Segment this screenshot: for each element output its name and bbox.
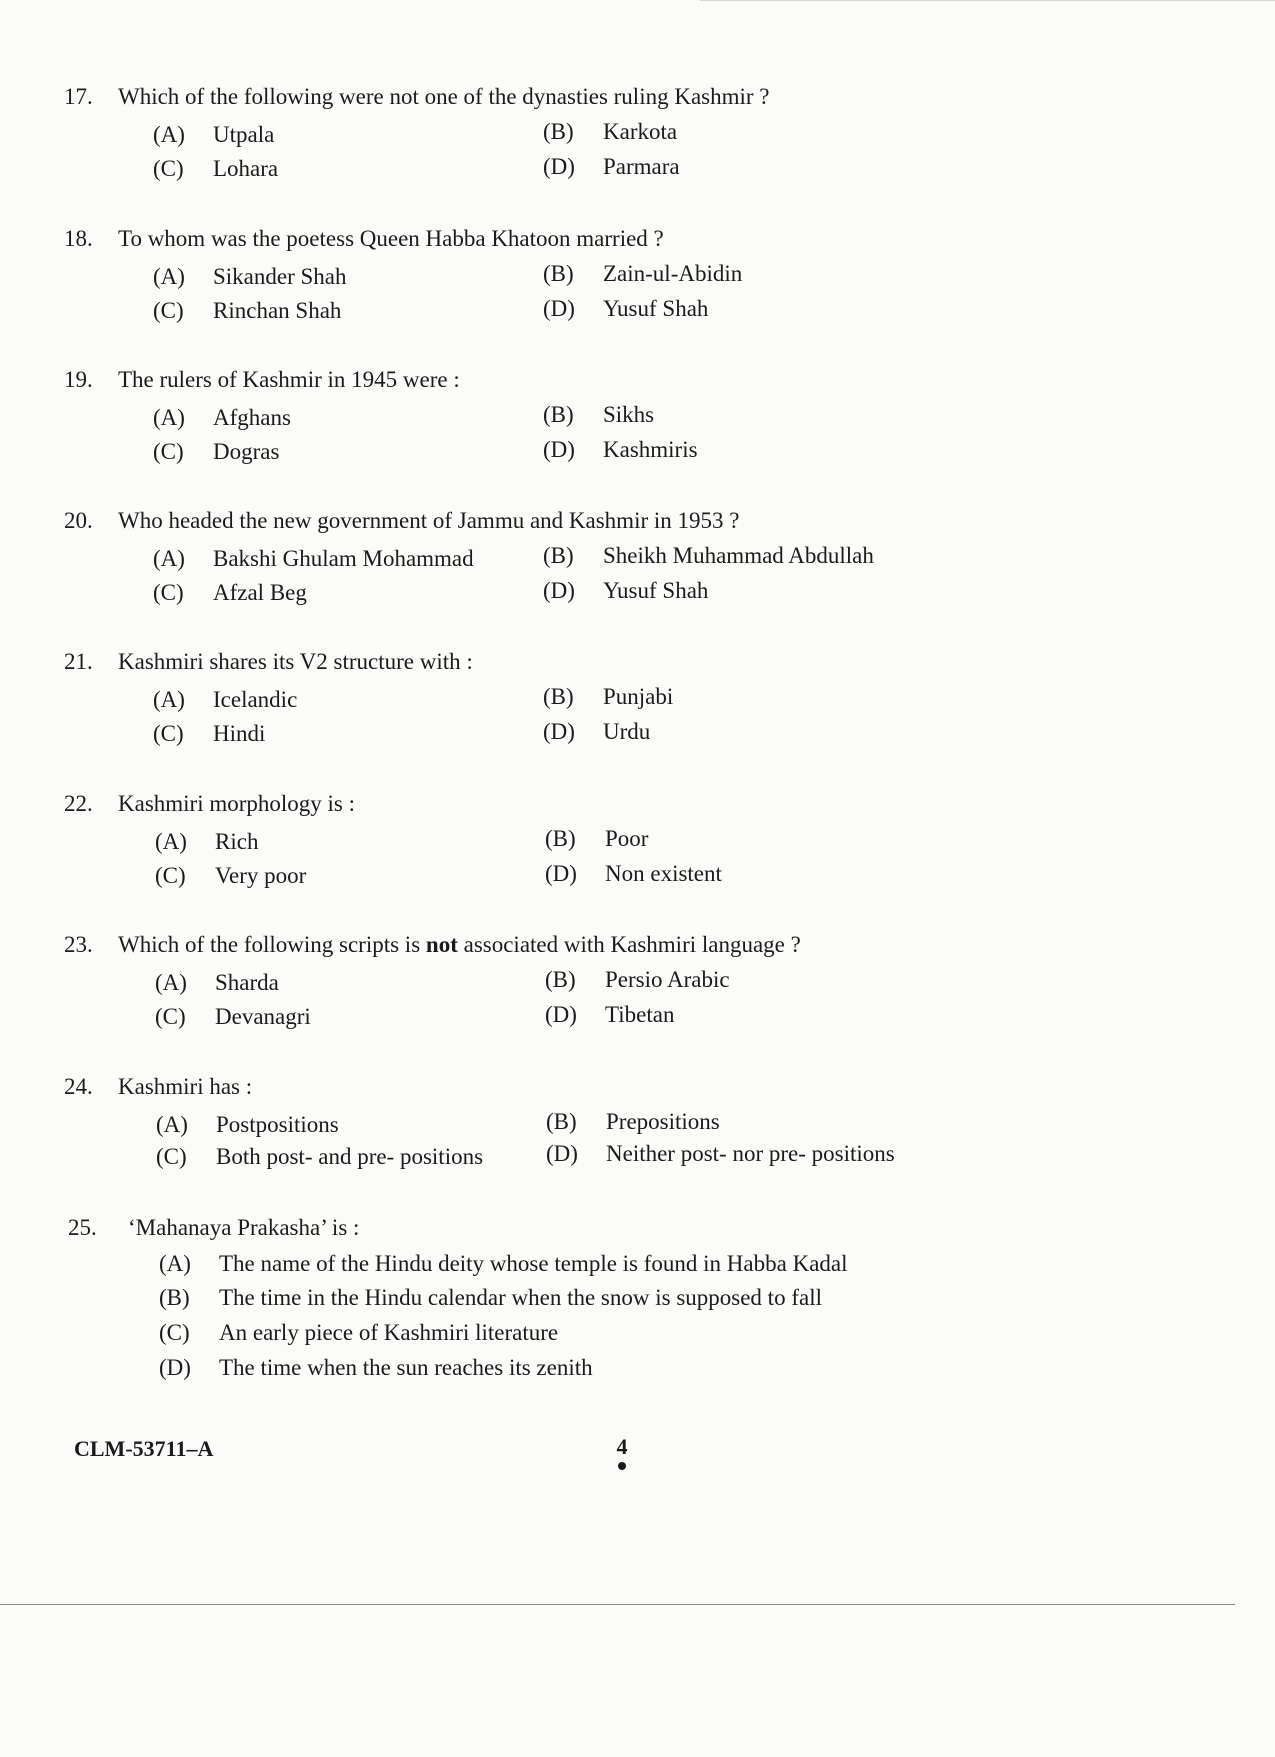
option-c: (C) Very poor <box>155 863 307 888</box>
option-c: (C) An early piece of Kashmiri literature <box>159 1320 559 1345</box>
option-d: (D) Non existent <box>545 861 722 886</box>
question-number: 17. <box>64 84 93 109</box>
option-d: (D) Kashmiris <box>543 437 698 462</box>
question-number: 19. <box>64 367 93 392</box>
option-d: (D) Tibetan <box>545 1002 675 1027</box>
option-b: (B) Punjabi <box>543 684 674 709</box>
option-a: (A) Afghans <box>153 405 291 430</box>
option-c: (C) Rinchan Shah <box>153 298 342 323</box>
option-d: (D) Urdu <box>543 719 651 744</box>
option-a: (A) Utpala <box>153 122 275 147</box>
option-a: (A) Sikander Shah <box>153 264 347 289</box>
option-d: (D) Parmara <box>543 154 680 179</box>
question-number: 20. <box>64 508 93 533</box>
question-text: ‘Mahanaya Prakasha’ is : <box>128 1215 360 1240</box>
bottom-rule <box>0 1604 1235 1605</box>
question-number: 18. <box>64 226 93 251</box>
option-b: (B) Poor <box>545 826 649 851</box>
booklet-code: CLM-53711–A <box>74 1436 214 1461</box>
question-text: Which of the following scripts is not associated with Kashmiri language ? <box>118 932 801 957</box>
question-number: 23. <box>64 932 93 957</box>
option-b: (B) Sheikh Muhammad Abdullah <box>543 543 874 568</box>
option-b: (B) The time in the Hindu calendar when the snow is supposed to fall <box>159 1285 822 1310</box>
option-a: (A) Bakshi Ghulam Mohammad <box>153 546 474 571</box>
option-d: (D) Neither post- nor pre- positions <box>546 1141 895 1166</box>
option-d: (D) The time when the sun reaches its zenith <box>159 1355 593 1380</box>
option-b: (B) Sikhs <box>543 402 655 427</box>
question-number: 25. <box>68 1215 97 1240</box>
option-a: (A) Rich <box>155 829 259 854</box>
question-text: Kashmiri shares its V2 structure with : <box>118 649 473 674</box>
option-b: (B) Zain-ul-Abidin <box>543 261 743 286</box>
option-c: (C) Dogras <box>153 439 280 464</box>
question-text: Kashmiri morphology is : <box>118 791 356 816</box>
emphasis-not: not <box>425 932 458 957</box>
option-c: (C) Hindi <box>153 721 266 746</box>
option-c: (C) Lohara <box>153 156 279 181</box>
question-text: Which of the following were not one of the dynasties ruling Kashmir ? <box>118 84 770 109</box>
option-a: (A) Icelandic <box>153 687 298 712</box>
question-number: 21. <box>64 649 93 674</box>
option-d: (D) Yusuf Shah <box>543 296 709 321</box>
question-number: 24. <box>64 1074 93 1099</box>
bullet-dot <box>618 1462 626 1470</box>
option-a: (A) Postpositions <box>156 1112 339 1137</box>
option-c: (C) Afzal Beg <box>153 580 307 605</box>
question-text: To whom was the poetess Queen Habba Khatoon married ? <box>118 226 664 251</box>
option-b: (B) Prepositions <box>546 1109 720 1134</box>
option-c: (C) Devanagri <box>155 1004 311 1029</box>
page-number: 4 <box>616 1434 628 1459</box>
question-number: 22. <box>64 791 93 816</box>
top-edge-line <box>700 0 1275 3</box>
option-c: (C) Both post- and pre- positions <box>156 1144 484 1169</box>
question-text: The rulers of Kashmir in 1945 were : <box>118 367 460 392</box>
question-text: Who headed the new government of Jammu and Kashmir in 1953 ? <box>118 508 740 533</box>
question-text: Kashmiri has : <box>118 1074 253 1099</box>
option-d: (D) Yusuf Shah <box>543 578 709 603</box>
option-b: (B) Persio Arabic <box>545 967 730 992</box>
option-b: (B) Karkota <box>543 119 678 144</box>
option-a: (A) Sharda <box>155 970 279 995</box>
option-a: (A) The name of the Hindu deity whose temple is found in Habba Kadal <box>159 1251 848 1276</box>
